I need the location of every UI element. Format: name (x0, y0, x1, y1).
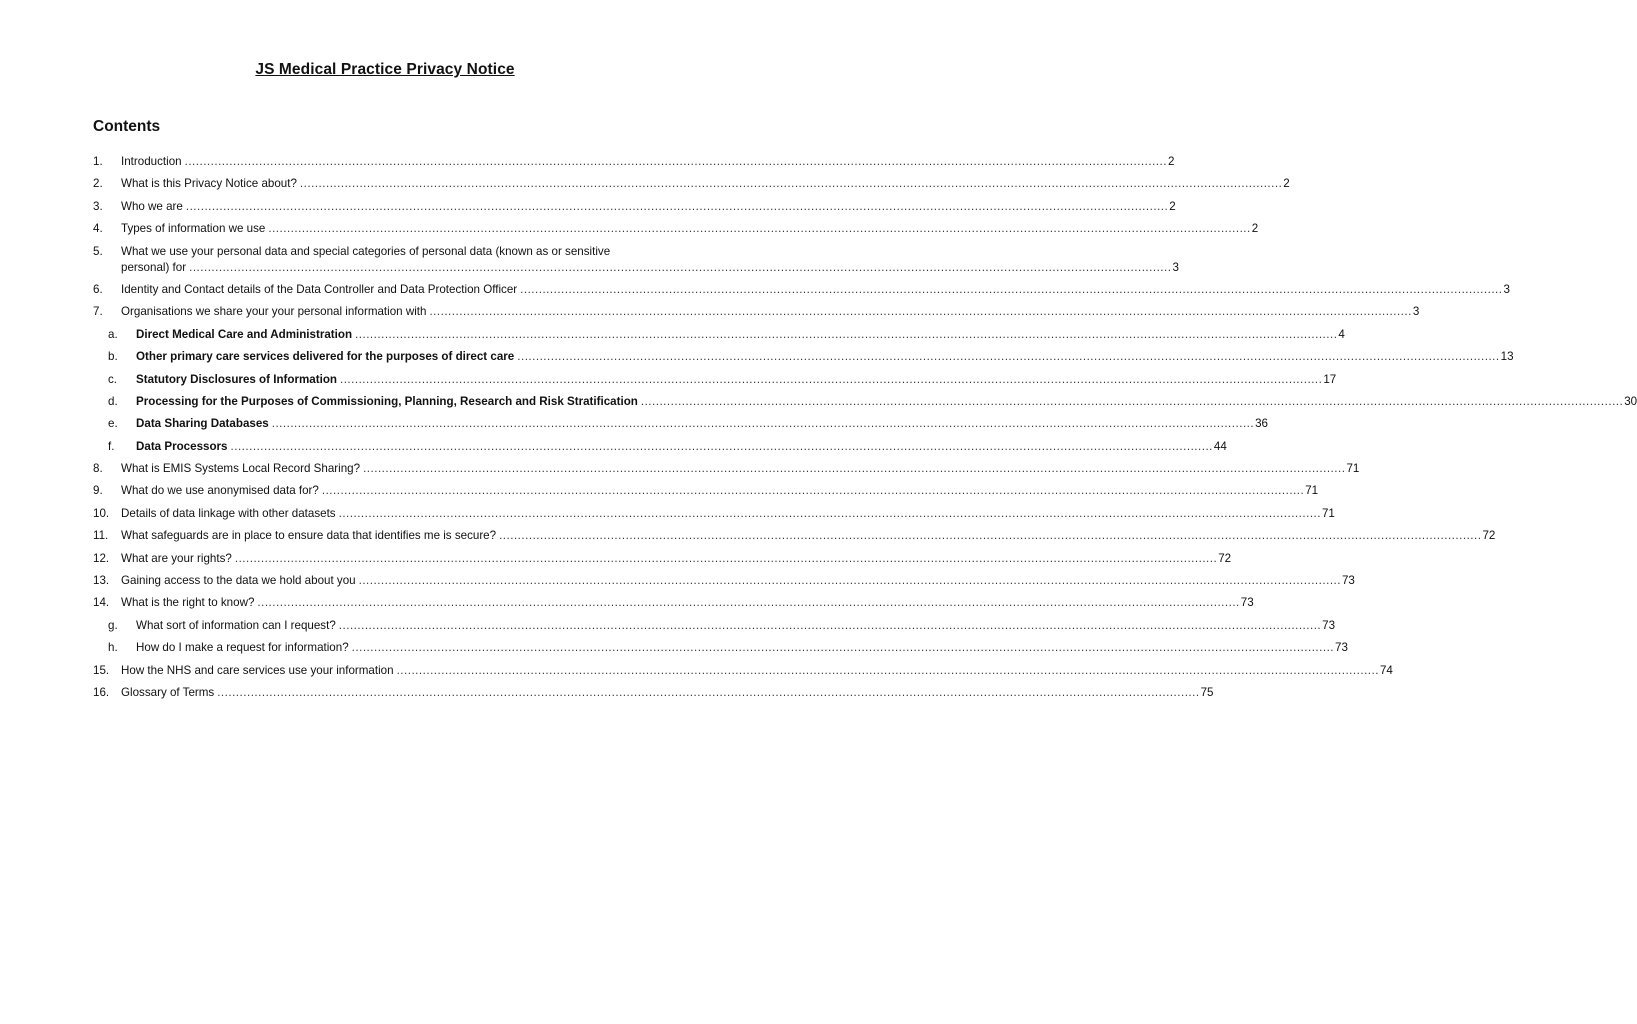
dot-leader (352, 640, 1334, 656)
toc-entry-number: h. (108, 641, 118, 655)
dot-leader (186, 199, 1168, 215)
toc-entry-text: What is this Privacy Notice about? (121, 177, 297, 191)
toc-entry-number: 9. (93, 484, 103, 498)
toc-entry-number: 11. (93, 529, 109, 543)
toc-entry-page: 72 (1482, 529, 1496, 543)
toc-entry-text: What safeguards are in place to ensure data that identifies me is secure? (121, 529, 497, 543)
toc-entry-page: 75 (1200, 685, 1214, 699)
dot-leader (189, 260, 1171, 276)
toc-entry-text: What is EMIS Systems Local Record Sharing? (121, 462, 361, 476)
contents-heading: Contents (93, 118, 161, 135)
toc-entry-page: 3 (1503, 282, 1510, 296)
toc-entry-page: 30 (1624, 394, 1637, 408)
toc-entry-text-line1: What we use your personal data and special categories of personal data (known as or sensitive (121, 244, 611, 258)
toc-entry-number: e. (108, 417, 118, 431)
toc-entry-data-linkage[interactable] (93, 506, 1335, 522)
toc-entry-page: 2 (1169, 199, 1176, 213)
dot-leader (429, 304, 1411, 320)
dot-leader (499, 528, 1481, 544)
dot-leader (339, 506, 1321, 522)
toc-entry-text: Identity and Contact details of the Data Controller and Data Protection Officer (121, 282, 518, 296)
dot-leader (300, 176, 1282, 192)
toc-entry-privacy-notice-about[interactable] (93, 176, 1290, 192)
toc-entry-number: 14. (93, 596, 110, 610)
toc-entry-number: 5. (93, 244, 103, 258)
toc-entry-number: 15. (93, 663, 110, 677)
toc-entry-text: Direct Medical Care and Administration (136, 327, 353, 341)
dot-leader (517, 349, 1499, 365)
toc-entry-number: f. (108, 439, 115, 453)
toc-entry-page: 2 (1283, 177, 1290, 191)
toc-entry-text: What do we use anonymised data for? (121, 484, 319, 498)
toc-entry-page: 73 (1335, 641, 1348, 655)
toc-entry-safeguards[interactable] (93, 528, 1496, 544)
toc-entry-page: 2 (1251, 222, 1259, 236)
toc-entry-text: Data Processors (136, 439, 228, 453)
dot-leader (322, 483, 1304, 499)
toc-entry-direct-medical-care[interactable] (93, 327, 1345, 343)
toc-entry-text: Data Sharing Databases (136, 417, 269, 431)
toc-entry-page: 17 (1323, 372, 1337, 386)
dot-leader (641, 394, 1623, 410)
toc-entry-text: Introduction (121, 155, 182, 168)
toc-entry-page: 44 (1213, 439, 1227, 453)
toc-entry-number: 4. (93, 222, 103, 236)
toc-entry-text: Types of information we use (121, 222, 266, 236)
toc-entry-number: 1. (93, 155, 103, 168)
toc-entry-page: 71 (1321, 506, 1335, 520)
dot-leader (272, 416, 1254, 432)
toc-entry-text: Organisations we share your your personal information with (121, 305, 427, 319)
toc-entry-organisations-we-share-with[interactable] (93, 304, 1420, 320)
toc-entry-text: How the NHS and care services use your information (121, 663, 394, 677)
toc-entry-page: 71 (1305, 484, 1319, 498)
toc-entry-page: 73 (1341, 574, 1355, 588)
toc-entry-types-of-information[interactable] (93, 221, 1259, 237)
dot-leader (340, 372, 1322, 388)
toc-entry-identity-contact-details[interactable] (93, 282, 1510, 298)
toc-entry-right-to-know[interactable] (93, 595, 1254, 611)
toc-entry-text: Gaining access to the data we hold about you (121, 574, 356, 588)
toc-entry-number: 2. (93, 177, 103, 191)
dot-leader (235, 551, 1217, 567)
toc-entry-page: 36 (1255, 417, 1269, 431)
toc-entry-page: 72 (1218, 551, 1232, 565)
toc-entry-page: 3 (1412, 305, 1420, 319)
toc-entry-number: 3. (93, 199, 103, 213)
dot-leader (355, 327, 1337, 343)
toc-entry-nhs-use-information[interactable] (93, 663, 1393, 679)
toc-entry-number: 7. (93, 305, 103, 319)
toc-entry-glossary[interactable] (93, 685, 1214, 701)
toc-entry-your-rights[interactable] (93, 551, 1232, 567)
toc-entry-page: 4 (1338, 327, 1345, 341)
toc-entry-number: 6. (93, 282, 103, 296)
toc-entry-text: Details of data linkage with other datasets (121, 506, 336, 520)
toc-entry-gaining-access[interactable] (93, 573, 1355, 589)
toc-entry-text: What is the right to know? (121, 596, 255, 610)
toc-entry-text: Statutory Disclosures of Information (136, 372, 337, 386)
toc-entry-number: 16. (93, 685, 110, 699)
toc-entry-text: Glossary of Terms (121, 685, 215, 699)
dot-leader (257, 595, 1239, 611)
toc-entry-number: 13. (93, 574, 110, 588)
dot-leader (268, 221, 1250, 237)
toc-entry-commissioning-planning[interactable] (93, 394, 1637, 410)
dot-leader (359, 573, 1341, 589)
document-title: JS Medical Practice Privacy Notice (255, 61, 515, 78)
toc-entry-page: 74 (1379, 663, 1393, 677)
dot-leader (397, 663, 1379, 679)
toc-entry-text: Who we are (121, 199, 183, 213)
toc-entry-number: 8. (93, 462, 103, 476)
toc-entry-text: Processing for the Purposes of Commissioning, Planning, Research and Risk Stratification (136, 394, 638, 408)
toc-entry-what-can-i-request[interactable] (93, 618, 1336, 634)
toc-entry-page: 73 (1322, 618, 1336, 632)
dot-leader (520, 282, 1502, 298)
toc-entry-anonymised-data[interactable] (93, 483, 1319, 499)
toc-entry-text: Other primary care services delivered for the purposes of direct care (136, 350, 515, 364)
toc-entry-data-processors[interactable] (93, 439, 1227, 455)
dot-leader (363, 461, 1345, 477)
toc-entry-number: b. (108, 350, 118, 364)
toc-entry-who-we-are[interactable] (93, 199, 1176, 215)
dot-leader (231, 439, 1213, 455)
toc-entry-text: What are your rights? (121, 551, 232, 565)
toc-entry-page: 73 (1240, 596, 1254, 610)
toc-entry-introduction[interactable] (93, 154, 1175, 170)
toc-entry-text: What sort of information can I request? (136, 618, 336, 632)
toc-entry-page: 13 (1500, 350, 1514, 364)
dot-leader (217, 685, 1199, 701)
toc-entry-statutory-disclosures[interactable] (93, 372, 1337, 388)
toc-entry-number: 12. (93, 551, 110, 565)
dot-leader (339, 618, 1321, 634)
toc-entry-how-to-request[interactable] (93, 640, 1348, 656)
toc-entry-page: 71 (1346, 462, 1360, 476)
toc-entry-data-sharing-databases[interactable] (93, 416, 1269, 432)
toc-entry-number: a. (108, 327, 118, 341)
toc-entry-page: 2 (1167, 155, 1175, 168)
toc-entry-number: 10. (93, 506, 110, 520)
toc-entry-number: c. (108, 372, 118, 386)
toc-entry-what-we-use-data-for[interactable] (93, 244, 1179, 276)
toc-entry-emis-record-sharing[interactable] (93, 461, 1360, 477)
table-of-contents (93, 154, 1637, 707)
toc-entry-text: personal) for (121, 260, 187, 274)
toc-entry-number: g. (108, 618, 118, 632)
dot-leader (185, 154, 1167, 170)
toc-entry-other-primary-care[interactable] (93, 349, 1514, 365)
toc-entry-page: 3 (1172, 260, 1179, 274)
toc-entry-number: d. (108, 394, 118, 408)
toc-entry-text: How do I make a request for information? (136, 641, 349, 655)
